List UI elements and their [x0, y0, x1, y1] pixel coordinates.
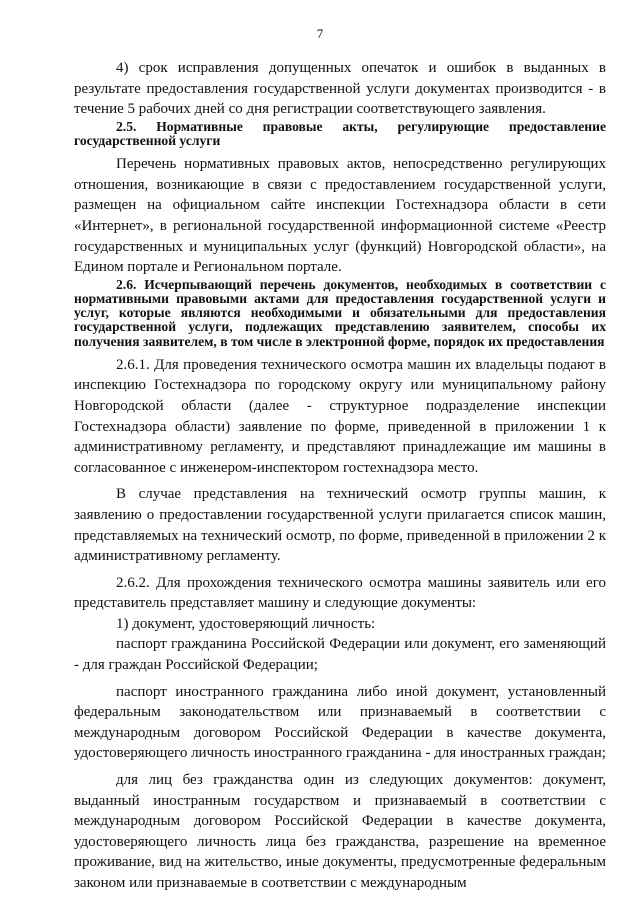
section-heading-2-5: 2.5. Нормативные правовые акты, регулирующие предоставление государственной услуги [74, 118, 606, 148]
list-item-identity-document: 1) документ, удостоверяющий личность: [116, 615, 376, 632]
paragraph-group-machines: В случае представления на технический осмотр группы машин, к заявлению о предоставлении государственной услуги прилагается список машин, представляемых на технический осмотр, по форме, приведенной в приложении 2 к административному регламенту. [74, 486, 606, 565]
paragraph-legal-acts: Перечень нормативных правовых актов, непосредственно регулирующих отношения, возникающие в связи с предоставлением государственной услуги, размещен на официальном сайте инспекции Гостехнадзора области в сети «Интернет», в региональной государственной информационной системе «Реестр государственных и муниципальных услуг (функций) Новгородской области», на Едином портале и Региональном портале. [74, 156, 606, 276]
section-heading-2-6: 2.6. Исчерпывающий перечень документов, необходимых в соответствии с нормативными правовыми актами для предоставления государственной услуги и услуг, которые являются необходимыми и обязательными для предоставления государственной услуги, подлежащих представлению заявителем, способы их получения заявителем, в том числе в электронной форме, порядок их предоставления [74, 276, 606, 349]
list-item-russian-passport: паспорт гражданина Российской Федерации или документ, его заменяющий - для граждан Российской Федерации; [74, 636, 606, 674]
list-item-stateless-documents: для лиц без гражданства один из следующих документов: документ, выданный иностранным государством и признаваемый в соответствии с международным договором Российской Федерации в качестве документа, удостоверяющего личность лица без гражданства, разрешение на временное проживание, вид на жительство, иные документы, предусмотренные федеральным законом или признаваемые в соответствии с международным [74, 772, 606, 892]
paragraph-error-correction-term: 4) срок исправления допущенных опечаток и ошибок в выданных в результате предоставления государственной услуги документах производится - в течение 5 рабочих дней со дня регистрации соответствующего заявления. [74, 60, 606, 118]
list-item-foreign-passport: паспорт иностранного гражданина либо иной документ, установленный федеральным законодательством или признаваемый в соответствии с международным договором Российской Федерации в качестве документа, удостоверяющего личность иностранного гражданина - для иностранных граждан; [74, 683, 606, 762]
page-number: 7 [316, 26, 324, 41]
paragraph-2-6-2: 2.6.2. Для прохождения технического осмотра машины заявитель или его представитель представляет машину и следующие документы: [74, 574, 606, 612]
document-body [74, 58, 606, 894]
paragraph-2-6-1: 2.6.1. Для проведения технического осмотра машин их владельцы подают в инспекцию Гостехнадзора по городскому округу или муниципальному району Новгородской области (далее - структурное подразделение инспекции Гостехнадзора области) заявление по форме, приведенной в приложении 1 к административному регламенту, и представляют принадлежащие им машины в согласованное с инженером-инспектором гостехнадзора место. [74, 356, 606, 476]
